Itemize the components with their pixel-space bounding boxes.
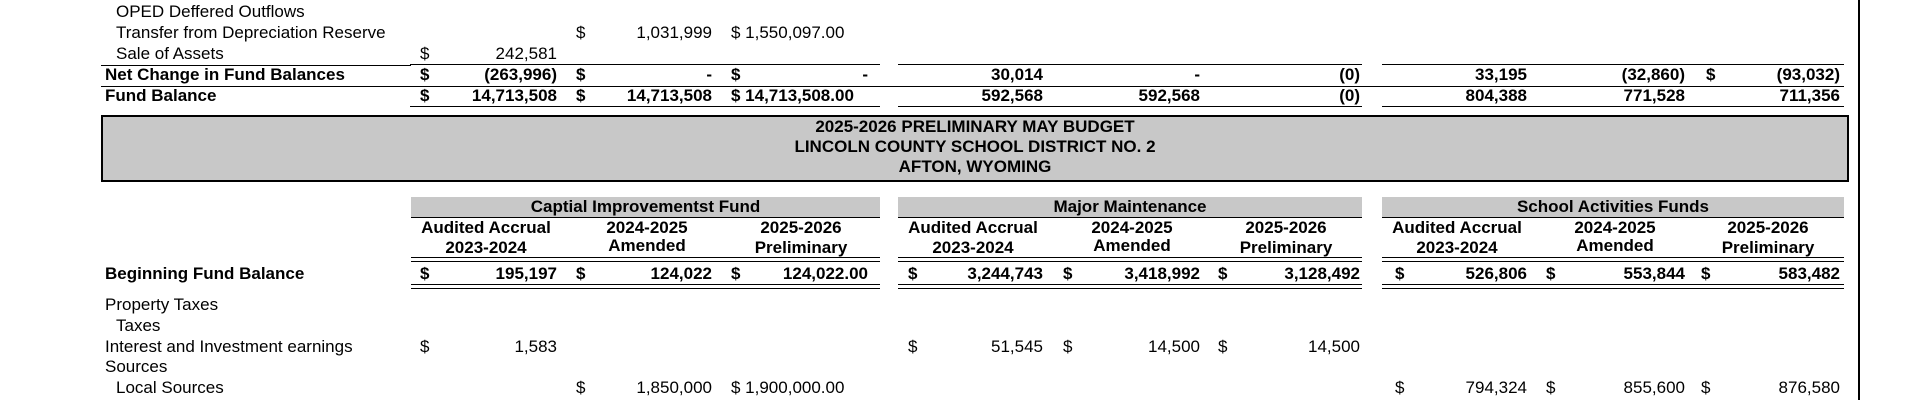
col-header-audited-year: 2023-2024: [445, 238, 527, 257]
cell-dollar: $: [1218, 264, 1228, 283]
cell-value: $ 14,713,508.00: [731, 86, 854, 105]
group-header-major-maintenance: Major Maintenance: [898, 197, 1362, 217]
cell-dollar: $: [1395, 378, 1405, 397]
cell-dollar: $: [420, 337, 430, 356]
col-header-audited: Audited Accrual: [908, 218, 1038, 237]
cell-value: 14,713,508: [471, 86, 557, 105]
cell-value: -: [1194, 65, 1200, 84]
cell-value: 242,581: [495, 44, 557, 63]
cell-value: 1,031,999: [636, 23, 712, 42]
group-header-capital: Captial Improvementst Fund: [411, 197, 880, 217]
row-label-fund-balance: Fund Balance: [105, 86, 217, 105]
cell-value: $ 1,900,000.00: [731, 378, 845, 397]
report-title-banner: [101, 115, 1849, 182]
cell-dollar: $: [420, 65, 430, 84]
cell-value: 553,844: [1623, 264, 1685, 283]
rule: [898, 257, 1362, 258]
col-header-amended: 2024-2025: [1574, 218, 1656, 237]
cell-dollar: $: [1063, 337, 1073, 356]
cell-value: -: [862, 65, 868, 84]
cell-dollar: $: [1701, 378, 1711, 397]
rule: [1382, 106, 1844, 107]
cell-value: 794,324: [1465, 378, 1527, 397]
cell-value: 195,197: [495, 264, 557, 283]
cell-dollar: $: [576, 65, 586, 84]
row-label-transfer: Transfer from Depreciation Reserve: [116, 23, 386, 42]
cell-value: (93,032): [1776, 65, 1840, 84]
cell-dollar: $: [576, 23, 586, 42]
cell-value: 3,128,492: [1284, 264, 1360, 283]
rule: [898, 284, 1362, 285]
cell-value: 124,022: [650, 264, 712, 283]
row-label-interest: Interest and Investment earnings: [105, 337, 353, 356]
col-header-amended: 2024-2025: [606, 218, 688, 237]
col-header-prelim-label: Preliminary: [754, 238, 848, 257]
rule: [411, 261, 880, 262]
cell-value: 1,583: [514, 337, 557, 356]
cell-dollar: $: [1546, 264, 1556, 283]
group-header-school-activities: School Activities Funds: [1382, 197, 1844, 217]
cell-dollar: $: [731, 65, 741, 84]
col-header-prelim: 2025-2026: [760, 218, 842, 237]
rule: [411, 288, 880, 289]
cell-value: (32,860): [1621, 65, 1685, 84]
row-label-sale-of-assets: Sale of Assets: [116, 44, 224, 63]
location: AFTON, WYOMING: [898, 157, 1052, 176]
cell-dollar: $: [1218, 337, 1228, 356]
col-header-audited: Audited Accrual: [421, 218, 551, 237]
col-header-audited: Audited Accrual: [1392, 218, 1522, 237]
rule: [1382, 284, 1844, 285]
cell-value: (263,996): [484, 65, 557, 84]
report-title: 2025-2026 PRELIMINARY MAY BUDGET: [815, 117, 1135, 136]
cell-value: (0): [1339, 86, 1360, 105]
cell-dollar: $: [1063, 264, 1073, 283]
cell-value: 526,806: [1465, 264, 1527, 283]
cell-dollar: $: [420, 86, 430, 105]
row-label-beginning-fund-balance: Beginning Fund Balance: [105, 264, 305, 283]
cell-dollar: $: [420, 264, 430, 283]
cell-value: 30,014: [991, 65, 1043, 84]
cell-dollar: $: [1706, 65, 1716, 84]
cell-value: 1,850,000: [636, 378, 712, 397]
rule: [1382, 257, 1844, 258]
rule: [898, 261, 1362, 262]
cell-dollar: $: [731, 264, 741, 283]
col-header-amended: 2024-2025: [1091, 218, 1173, 237]
row-label-local-sources: Local Sources: [116, 378, 224, 397]
page-border-right: [1858, 0, 1860, 400]
cell-value: 14,500: [1308, 337, 1360, 356]
row-label-sources: Sources: [105, 357, 168, 376]
cell-value: 3,244,743: [967, 264, 1043, 283]
cell-value: 711,356: [1779, 86, 1840, 105]
cell-dollar: $: [908, 264, 918, 283]
rule: [411, 284, 880, 285]
col-header-prelim-label: Preliminary: [1239, 238, 1333, 257]
col-header-amended-label: Amended: [1093, 236, 1171, 255]
col-header-prelim-label: Preliminary: [1721, 238, 1815, 257]
cell-value: 771,528: [1623, 86, 1685, 105]
row-label-oped: OPED Deffered Outflows: [116, 2, 305, 21]
cell-value: 14,500: [1148, 337, 1200, 356]
cell-dollar: $: [576, 86, 586, 105]
cell-value: 14,713,508: [626, 86, 712, 105]
cell-value: 592,568: [981, 86, 1043, 105]
cell-dollar: $: [420, 44, 430, 63]
cell-value: 124,022.00: [782, 264, 868, 283]
cell-value: (0): [1339, 65, 1360, 84]
col-header-amended-label: Amended: [1576, 236, 1654, 255]
col-header-audited-year: 2023-2024: [932, 238, 1014, 257]
row-label-property-taxes: Property Taxes: [105, 295, 219, 314]
row-label-net-change: Net Change in Fund Balances: [105, 65, 345, 84]
cell-dollar: $: [1701, 264, 1711, 283]
cell-dollar: $: [576, 378, 586, 397]
rule: [898, 288, 1362, 289]
cell-dollar: $: [576, 264, 586, 283]
row-label-taxes: Taxes: [116, 316, 161, 335]
rule: [1382, 261, 1844, 262]
rule: [1382, 288, 1844, 289]
cell-value: 51,545: [991, 337, 1043, 356]
cell-value: 583,482: [1778, 264, 1840, 283]
district-name: LINCOLN COUNTY SCHOOL DISTRICT NO. 2: [794, 137, 1156, 156]
rule: [411, 257, 880, 258]
cell-value: 3,418,992: [1124, 264, 1200, 283]
col-header-prelim: 2025-2026: [1727, 218, 1809, 237]
cell-value: $ 1,550,097.00: [731, 23, 845, 42]
cell-value: 592,568: [1138, 86, 1200, 105]
rule: [410, 106, 880, 107]
cell-value: 876,580: [1778, 378, 1840, 397]
cell-value: 804,388: [1465, 86, 1527, 105]
col-header-audited-year: 2023-2024: [1416, 238, 1498, 257]
cell-value: 855,600: [1623, 378, 1685, 397]
col-header-prelim: 2025-2026: [1245, 218, 1327, 237]
rule: [898, 106, 1362, 107]
col-header-amended-label: Amended: [608, 236, 686, 255]
cell-value: -: [706, 65, 712, 84]
cell-dollar: $: [1395, 264, 1405, 283]
cell-dollar: $: [1546, 378, 1556, 397]
cell-value: 33,195: [1475, 65, 1527, 84]
cell-dollar: $: [908, 337, 918, 356]
